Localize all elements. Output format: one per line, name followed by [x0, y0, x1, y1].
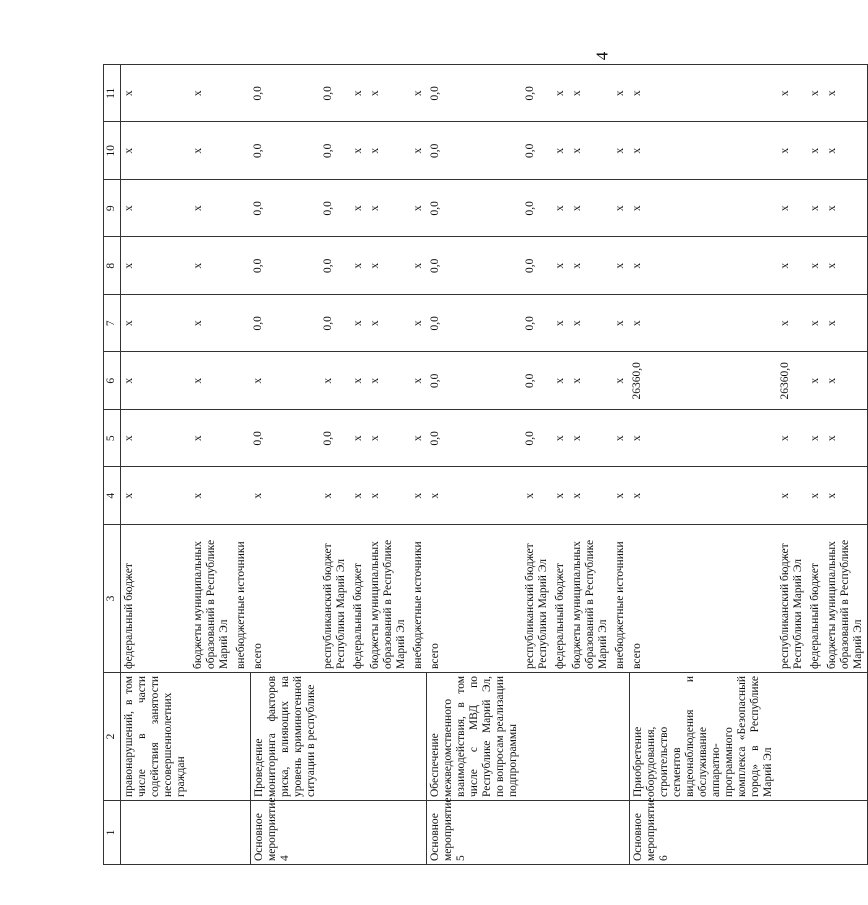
value-cell: х [350, 410, 367, 468]
value-cell: х [367, 180, 410, 238]
value-cell: 0,0 [320, 65, 350, 123]
event-name-cell [121, 801, 191, 865]
value-cell [233, 352, 250, 410]
value-cell: х [569, 352, 612, 410]
event-description-cell [569, 673, 612, 801]
value-cell: 0,0 [250, 65, 320, 123]
value-cell: 0,0 [320, 237, 350, 295]
value-cell: х [367, 352, 410, 410]
value-cell: 0,0 [522, 352, 552, 410]
value-cell: х [250, 467, 320, 525]
value-cell: х [367, 295, 410, 353]
value-cell: х [367, 65, 410, 123]
funding-source-cell: федеральный бюджет [552, 525, 569, 673]
event-description-cell [320, 673, 350, 801]
value-cell: х [367, 467, 410, 525]
value-cell: х [777, 65, 807, 123]
value-cell: х [410, 65, 427, 123]
value-cell: х [410, 410, 427, 468]
event-name-cell: Основное мероприятие 4 [250, 801, 320, 865]
funding-source-cell: федеральный бюджет [121, 525, 191, 673]
table-row [233, 65, 250, 865]
value-cell: х [807, 237, 824, 295]
funding-source-cell: бюджеты муниципальных образований в Республике Марий Эл [824, 525, 868, 673]
value-cell: х [121, 122, 191, 180]
value-cell: х [552, 295, 569, 353]
event-description-cell [522, 673, 552, 801]
value-cell: х [410, 237, 427, 295]
value-cell: х [612, 237, 629, 295]
event-name-cell [410, 801, 427, 865]
table-row [190, 65, 233, 865]
value-cell: х [350, 467, 367, 525]
event-name-cell [320, 801, 350, 865]
table-row [427, 65, 523, 865]
value-cell: х [552, 122, 569, 180]
table-row [552, 65, 569, 865]
value-cell: х [824, 352, 868, 410]
value-cell: 0,0 [522, 410, 552, 468]
event-name-cell [569, 801, 612, 865]
value-cell: х [121, 65, 191, 123]
value-cell: 0,0 [427, 65, 523, 123]
value-cell: х [777, 180, 807, 238]
column-header: 4 [104, 467, 121, 525]
value-cell: 26360,0 [777, 352, 807, 410]
value-cell: х [410, 295, 427, 353]
value-cell: 0,0 [250, 237, 320, 295]
event-description-cell: Проведение мониторинга факторов риска, влияющих на уровень криминогенной ситуации в республике [250, 673, 320, 801]
value-cell: х [777, 295, 807, 353]
value-cell [233, 122, 250, 180]
value-cell: х [190, 295, 233, 353]
value-cell: х [629, 237, 777, 295]
value-cell: 0,0 [320, 180, 350, 238]
value-cell: 0,0 [250, 410, 320, 468]
value-cell: х [552, 237, 569, 295]
value-cell: х [367, 237, 410, 295]
event-name-cell [824, 801, 868, 865]
column-header: 3 [104, 525, 121, 673]
event-description-cell [350, 673, 367, 801]
table-row [410, 65, 427, 865]
value-cell [233, 295, 250, 353]
table-row [522, 65, 552, 865]
value-cell: х [777, 410, 807, 468]
value-cell: х [569, 65, 612, 123]
column-header: 9 [104, 180, 121, 238]
value-cell: 0,0 [522, 65, 552, 123]
budget-table [103, 64, 868, 865]
value-cell: х [320, 352, 350, 410]
table-row [629, 65, 777, 865]
value-cell: х [629, 122, 777, 180]
value-cell: х [190, 467, 233, 525]
value-cell: х [121, 352, 191, 410]
value-cell: х [824, 180, 868, 238]
value-cell: 0,0 [320, 410, 350, 468]
value-cell: 0,0 [522, 237, 552, 295]
value-cell: 0,0 [250, 180, 320, 238]
event-name-cell [807, 801, 824, 865]
value-cell: х [569, 180, 612, 238]
value-cell: х [612, 295, 629, 353]
value-cell: 0,0 [427, 352, 523, 410]
value-cell: х [824, 410, 868, 468]
value-cell: 0,0 [522, 180, 552, 238]
value-cell: 0,0 [427, 295, 523, 353]
column-header: 5 [104, 410, 121, 468]
table-row [121, 65, 191, 865]
table-row [777, 65, 807, 865]
event-description-cell: Обеспечение межведомственного взаимодействия, в том числе с МВД по Республике Марий Эл, по вопросам реализации подпрограммы [427, 673, 523, 801]
value-cell [233, 237, 250, 295]
table-row [612, 65, 629, 865]
value-cell: х [121, 237, 191, 295]
value-cell: х [410, 352, 427, 410]
value-cell: х [350, 352, 367, 410]
column-header: 8 [104, 237, 121, 295]
table-row [807, 65, 824, 865]
value-cell: х [612, 122, 629, 180]
value-cell: х [777, 467, 807, 525]
value-cell: х [121, 410, 191, 468]
value-cell: х [190, 410, 233, 468]
funding-source-cell: внебюджетные источники [410, 525, 427, 673]
value-cell: х [629, 180, 777, 238]
event-description-cell [233, 673, 250, 801]
funding-source-cell: федеральный бюджет [807, 525, 824, 673]
value-cell: х [807, 180, 824, 238]
event-name-cell [190, 801, 233, 865]
value-cell: х [777, 237, 807, 295]
value-cell: 0,0 [522, 295, 552, 353]
value-cell: х [569, 467, 612, 525]
value-cell: х [350, 237, 367, 295]
value-cell: х [190, 237, 233, 295]
value-cell: х [552, 410, 569, 468]
value-cell: х [367, 410, 410, 468]
value-cell: х [410, 122, 427, 180]
event-name-cell [522, 801, 552, 865]
value-cell: х [569, 295, 612, 353]
value-cell: х [121, 180, 191, 238]
value-cell: х [629, 410, 777, 468]
value-cell [233, 410, 250, 468]
funding-source-cell: всего [250, 525, 320, 673]
value-cell: х [190, 122, 233, 180]
value-cell: 0,0 [427, 410, 523, 468]
value-cell: 0,0 [522, 122, 552, 180]
column-header: 11 [104, 65, 121, 123]
value-cell: х [824, 65, 868, 123]
event-description-cell: Приобретение оборудования, строительство сегментов видеонаблюдения и обслуживание аппаратно-программного комплекса «Безопасный город» в Республике Марий Эл [629, 673, 777, 801]
value-cell: х [807, 467, 824, 525]
event-name-cell [552, 801, 569, 865]
funding-source-cell: бюджеты муниципальных образований в Республике Марий Эл [569, 525, 612, 673]
column-header: 2 [104, 673, 121, 801]
funding-source-cell: внебюджетные источники [612, 525, 629, 673]
value-cell: х [569, 237, 612, 295]
table-row [320, 65, 350, 865]
value-cell: х [807, 65, 824, 123]
value-cell: х [367, 122, 410, 180]
value-cell: х [807, 410, 824, 468]
funding-source-cell: всего [629, 525, 777, 673]
budget-table-rotated [103, 65, 864, 865]
funding-source-cell: республиканский бюджет Республики Марий Эл [522, 525, 552, 673]
value-cell: 0,0 [320, 295, 350, 353]
event-name-cell [777, 801, 807, 865]
event-name-cell: Основное мероприятие 6 [629, 801, 777, 865]
value-cell: 0,0 [427, 180, 523, 238]
event-description-cell [552, 673, 569, 801]
event-description-cell [777, 673, 807, 801]
event-description-cell [824, 673, 868, 801]
value-cell: х [250, 352, 320, 410]
value-cell: х [552, 467, 569, 525]
value-cell: х [350, 65, 367, 123]
value-cell: х [824, 237, 868, 295]
column-header: 1 [104, 801, 121, 865]
value-cell: х [569, 410, 612, 468]
value-cell: х [190, 65, 233, 123]
value-cell: х [121, 467, 191, 525]
event-description-cell [612, 673, 629, 801]
event-name-cell: Основное мероприятие 5 [427, 801, 523, 865]
page-number: 4 [592, 51, 612, 61]
event-name-cell [612, 801, 629, 865]
value-cell: х [629, 65, 777, 123]
value-cell: 0,0 [427, 122, 523, 180]
value-cell: х [427, 467, 523, 525]
column-header: 10 [104, 122, 121, 180]
value-cell: х [350, 295, 367, 353]
column-header: 7 [104, 295, 121, 353]
value-cell: х [612, 352, 629, 410]
value-cell: х [190, 352, 233, 410]
value-cell: х [569, 122, 612, 180]
value-cell [233, 180, 250, 238]
value-cell: 0,0 [427, 237, 523, 295]
value-cell: х [320, 467, 350, 525]
value-cell: х [777, 122, 807, 180]
value-cell: х [629, 295, 777, 353]
event-description-cell: правонарушений, в том числе в части содействия занятости несовершеннолетних граждан [121, 673, 191, 801]
value-cell: х [807, 352, 824, 410]
table-row [569, 65, 612, 865]
event-name-cell [350, 801, 367, 865]
event-name-cell [233, 801, 250, 865]
value-cell: 26360,0 [629, 352, 777, 410]
table-row [350, 65, 367, 865]
value-cell: 0,0 [250, 122, 320, 180]
event-description-cell [367, 673, 410, 801]
value-cell: х [190, 180, 233, 238]
value-cell: 0,0 [250, 295, 320, 353]
column-header: 6 [104, 352, 121, 410]
value-cell: х [552, 180, 569, 238]
event-description-cell [807, 673, 824, 801]
value-cell: х [410, 180, 427, 238]
value-cell: х [552, 65, 569, 123]
value-cell: х [350, 122, 367, 180]
value-cell [233, 65, 250, 123]
value-cell: х [807, 122, 824, 180]
funding-source-cell: внебюджетные источники [233, 525, 250, 673]
value-cell: х [410, 467, 427, 525]
value-cell: х [350, 180, 367, 238]
value-cell: х [552, 352, 569, 410]
table-body [121, 65, 868, 865]
value-cell: 0,0 [320, 122, 350, 180]
funding-source-cell: всего [427, 525, 523, 673]
event-description-cell [190, 673, 233, 801]
value-cell: х [824, 122, 868, 180]
value-cell: х [629, 467, 777, 525]
value-cell: х [612, 467, 629, 525]
value-cell [233, 467, 250, 525]
value-cell: х [824, 467, 868, 525]
value-cell: х [807, 295, 824, 353]
value-cell: х [121, 295, 191, 353]
event-name-cell [367, 801, 410, 865]
header-row [104, 65, 121, 865]
value-cell: х [612, 180, 629, 238]
table-row [367, 65, 410, 865]
value-cell: х [612, 65, 629, 123]
table-row [250, 65, 320, 865]
value-cell: х [824, 295, 868, 353]
event-description-cell [410, 673, 427, 801]
funding-source-cell: бюджеты муниципальных образований в Республике Марий Эл [367, 525, 410, 673]
funding-source-cell: бюджеты муниципальных образований в Республике Марий Эл [190, 525, 233, 673]
funding-source-cell: федеральный бюджет [350, 525, 367, 673]
table-row [824, 65, 868, 865]
funding-source-cell: республиканский бюджет Республики Марий Эл [320, 525, 350, 673]
funding-source-cell: республиканский бюджет Республики Марий Эл [777, 525, 807, 673]
value-cell: х [522, 467, 552, 525]
value-cell: х [612, 410, 629, 468]
